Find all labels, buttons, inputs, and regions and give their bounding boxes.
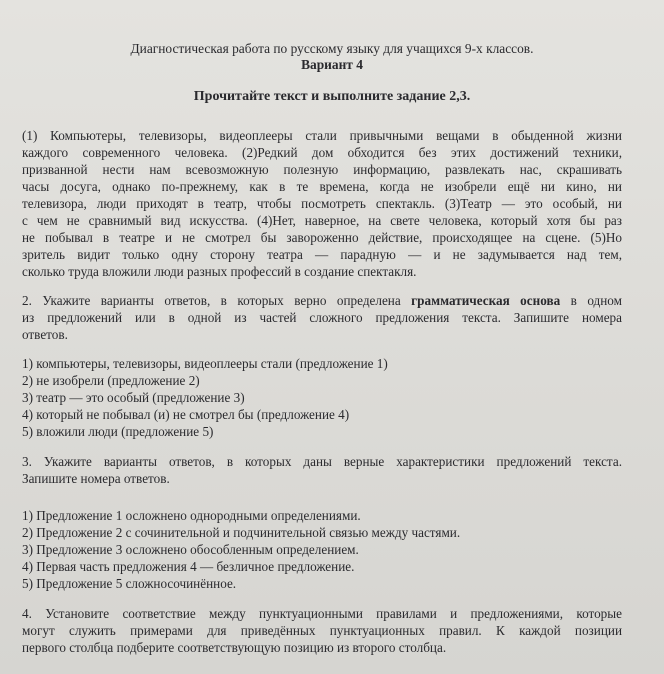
text-line: сколько труда вложили люди разных профессий в создание спектакля.: [22, 264, 417, 279]
task-4-prompt: могут служить примерами для приведённых пунктуационных правил. К каждой позиции: [22, 623, 622, 638]
text-line: (1) Компьютеры, телевизоры, видеоплееры стали привычными вещами в обыденной жизни: [22, 128, 622, 143]
answer-option: 2) Предложение 2 с сочинительной и подчинительной связью между частями.: [22, 525, 461, 540]
answer-option: 5) Предложение 5 сложносочинённое.: [22, 576, 237, 591]
task-4-prompt: 4. Установите соответствие между пунктуационными правилами и предложениями, которые: [22, 606, 622, 621]
answer-option: 3) Предложение 3 осложнено обособленным определением.: [22, 542, 359, 557]
task-2-prompt: ответов.: [22, 327, 68, 342]
answer-option: 1) компьютеры, телевизоры, видеоплееры стали (предложение 1): [22, 356, 388, 371]
text-line: призванной нести нам всевозможную полезную информацию, развлекать нас, скрашивать: [22, 162, 622, 177]
variant-label: Вариант 4: [301, 57, 363, 72]
text-line: не побывал в театре и не смотрел бы завороженно действие, происходящее на сцене. (5)Но: [22, 230, 622, 245]
answer-option: 4) который не побывал (и) не смотрел бы (предложение 4): [22, 407, 350, 422]
task-3-prompt: Запишите номера ответов.: [22, 471, 170, 486]
answer-option: 4) Первая часть предложения 4 — безличное предложение.: [22, 559, 355, 574]
task-2-prompt: 2. Укажите варианты ответов, в которых верно определена грамматическая основа в одном: [22, 293, 622, 308]
task-3-prompt: 3. Укажите варианты ответов, в которых даны верные характеристики предложений текста.: [22, 454, 622, 469]
task-2-prompt: из предложений или в одной из частей сложного предложения текста. Запишите номера: [22, 310, 622, 325]
text-line: зритель видит только одну сторону театра — парадную — и не задумывается над тем,: [22, 247, 622, 262]
text-line: с чем не сравнимый вид искусства. (4)Нет, наверное, на свете человека, который хотя бы раз: [22, 213, 622, 228]
text-line: телевизора, люди приходят в театр, чтобы посмотреть спектакль. (3)Театр — это особый, ни: [22, 196, 622, 211]
task-4-prompt: первого столбца подберите соответствующую позицию из второго столбца.: [22, 640, 447, 655]
emphasis-term: грамматическая основа: [411, 293, 561, 308]
text-line: каждого современного человека. (2)Редкий дом обходится без этих достижений техники,: [22, 145, 622, 160]
answer-option: 2) не изобрели (предложение 2): [22, 373, 200, 388]
document-title: Диагностическая работа по русскому языку для учащихся 9-х классов.: [130, 41, 534, 56]
answer-option: 5) вложили люди (предложение 5): [22, 424, 214, 439]
instruction-heading: Прочитайте текст и выполните задание 2,3.: [193, 89, 471, 104]
answer-option: 1) Предложение 1 осложнено однородными определениями.: [22, 508, 361, 523]
answer-option: 3) театр — это особый (предложение 3): [22, 390, 245, 405]
text-line: часы досуга, однако по-прежнему, как в те времена, когда не изобрели ещё ни кино, ни: [22, 179, 622, 194]
